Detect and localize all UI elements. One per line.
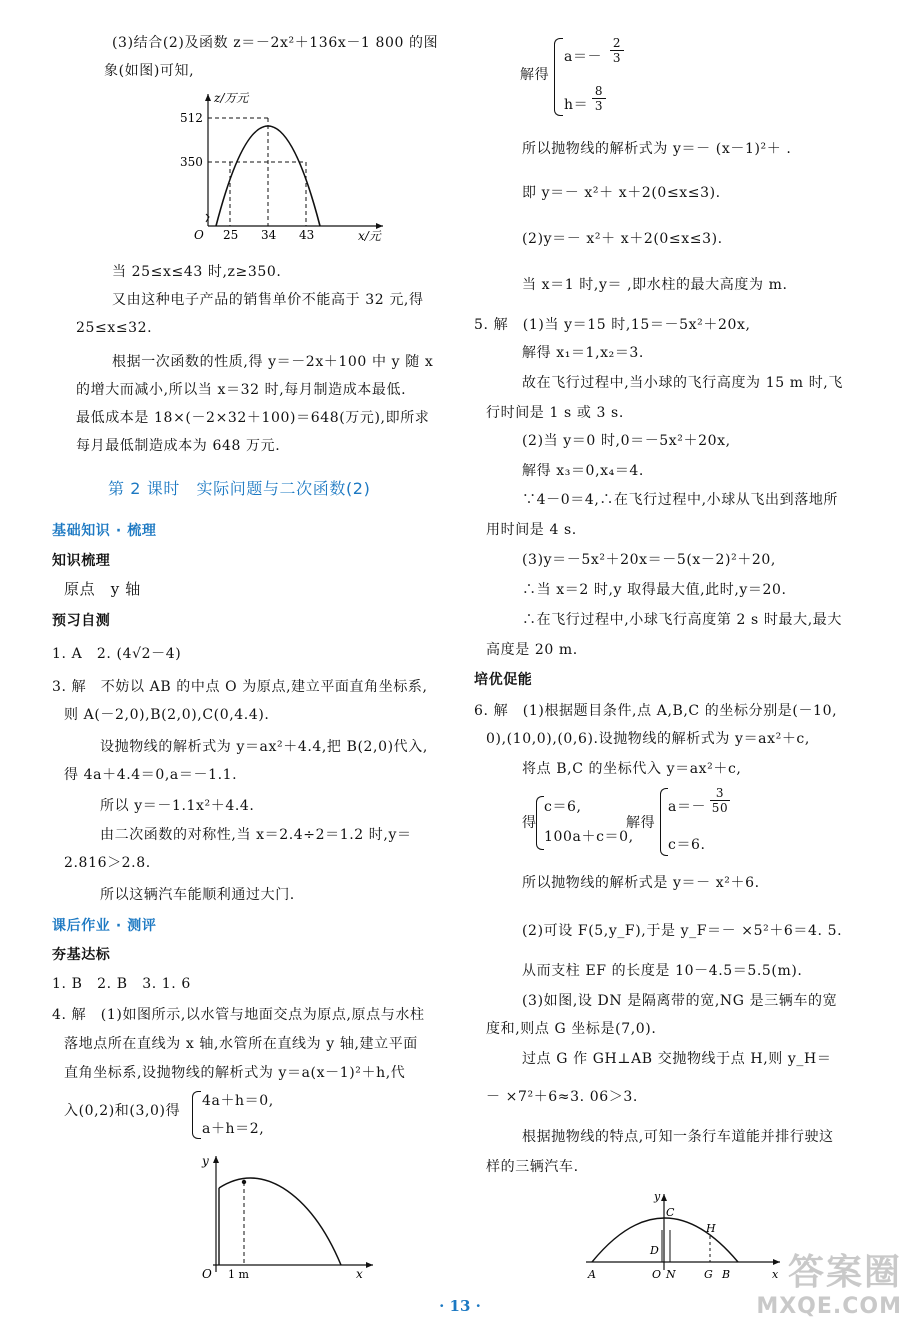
q4-sol-h: h＝ <box>564 97 589 113</box>
section-homework: 课后作业 · 测评 <box>52 918 157 934</box>
q4-result-3: (2)y＝－ x²＋ x＋2(0≤x≤3). <box>522 231 723 247</box>
q6-system-eq1: c＝6, <box>544 799 582 815</box>
q4-result-2: 即 y＝－ x²＋ x＋2(0≤x≤3). <box>522 185 721 201</box>
q3-line-c1: 根据一次函数的性质,得 y＝－2x＋100 中 y 随 x <box>112 354 434 370</box>
q3-solution-5: 所以 y＝－1.1x²＋4.4. <box>100 798 255 814</box>
fig1-origin: O <box>194 228 204 242</box>
q3-solution-7: 2.816＞2.8. <box>64 855 151 871</box>
q5-line-11: ∴在飞行过程中,小球飞行高度第 2 s 时最大,最大 <box>522 612 842 628</box>
q3-intro: (3)结合(2)及函数 z＝－2x²＋136x－1 800 的图 <box>112 35 439 51</box>
q6-sol-a-frac: 3 50 <box>711 786 729 815</box>
q3-solution-2: 则 A(－2,0),B(2,0),C(0,4.4). <box>64 707 270 723</box>
fig1-x-label: x/元 <box>358 229 381 243</box>
q6-brace-2 <box>660 788 668 856</box>
q3-line-c4: 每月最低制造成本为 648 万元. <box>76 438 281 454</box>
fig3-label-a: A <box>588 1268 596 1281</box>
fig1-x-tick-43: 43 <box>299 228 315 242</box>
road-curve <box>592 1218 738 1262</box>
q3-line-b2: 25≤x≤32. <box>76 320 153 336</box>
q3-solution-3: 设抛物线的解析式为 y＝ax²＋4.4,把 B(2,0)代入, <box>100 739 428 755</box>
q6-line-10: 过点 G 作 GH⊥AB 交抛物线于点 H,则 y_H＝ <box>522 1051 832 1067</box>
fig1-x-tick-34: 34 <box>261 228 277 242</box>
q6-line-6: (2)可设 F(5,y_F),于是 y_F＝－ ×5²＋6＝4. 5. <box>522 923 843 939</box>
q6-line-9: 度和,则点 G 坐标是(7,0). <box>486 1021 657 1037</box>
sub-preview-test: 预习自测 <box>52 613 111 629</box>
q6-de: 得 <box>522 815 537 831</box>
q5-line-6: 解得 x₃＝0,x₄＝4. <box>522 463 644 479</box>
q6-line-13: 样的三辆汽车. <box>486 1159 579 1175</box>
q4-sol-h-frac: 8 3 <box>592 84 606 113</box>
q6-system-eq2: 100a＋c＝0, <box>544 829 634 845</box>
q4-sol-brace <box>554 38 563 116</box>
q4-system-eq1: 4a＋h＝0, <box>202 1093 274 1109</box>
fig1-y-label: z/万元 <box>214 91 249 105</box>
q4-solution-4: 入(0,2)和(3,0)得 <box>64 1103 181 1119</box>
q5-line-2: 解得 x₁＝1,x₂＝3. <box>522 345 644 361</box>
q4-sol-a: a＝－ <box>564 49 603 65</box>
q6-sol-c: c＝6. <box>668 837 706 853</box>
q4-system-eq2: a＋h＝2, <box>202 1121 265 1137</box>
q6-line-5: 所以抛物线的解析式是 y＝－ x²＋6. <box>522 875 760 891</box>
q6-brace-1 <box>536 796 544 850</box>
watermark-url: MXQE.COM <box>756 1294 902 1319</box>
watermark-logo: 答案圈 <box>787 1252 902 1293</box>
q5-line-12: 高度是 20 m. <box>486 642 578 658</box>
q4-sol-label: 解得 <box>520 67 550 83</box>
q5-line-10: ∴当 x＝2 时,y 取得最大值,此时,y＝20. <box>522 582 787 598</box>
fig2-x-tick: 1 m <box>228 1268 249 1280</box>
fig2-x-label: x <box>356 1267 363 1280</box>
q6-jd: 解得 <box>626 815 656 831</box>
q4-result-1: 所以抛物线的解析式为 y＝－ (x－1)²＋ . <box>522 141 792 157</box>
q6-line-7: 从而支柱 EF 的长度是 10－4.5＝5.5(m). <box>522 963 803 979</box>
sub-knowledge-review: 知识梳理 <box>52 553 111 569</box>
q4-solution-1: 4. 解 (1)如图所示,以水管与地面交点为原点,原点与水柱 <box>52 1007 425 1023</box>
q3-solution-4: 得 4a＋4.4＝0,a＝－1.1. <box>64 767 238 783</box>
q6-sol-a: a＝－ <box>668 799 707 815</box>
q5-line-7: ∵4－0＝4,∴在飞行过程中,小球从飞出到落地所 <box>522 492 839 508</box>
fig3-label-g: G <box>704 1268 713 1281</box>
q5-line-3: 故在飞行过程中,当小球的飞行高度为 15 m 时,飞 <box>522 375 843 391</box>
page-number: · 13 · <box>439 1297 481 1315</box>
knowledge-answer: 原点 y 轴 <box>64 580 141 598</box>
fountain-curve <box>219 1178 341 1265</box>
q3-intro-2: 象(如图)可知, <box>104 63 195 79</box>
q6-line-8: (3)如图,设 DN 是隔离带的宽,NG 是三辆车的宽 <box>522 993 838 1009</box>
fig3-label-d: D <box>650 1244 659 1257</box>
q6-line-11: － ×7²＋6≈3. 06＞3. <box>486 1089 638 1105</box>
q5-line-1: 5. 解 (1)当 y＝15 时,15＝－5x²＋20x, <box>474 317 751 333</box>
q5-line-8: 用时间是 4 s. <box>486 522 577 538</box>
q5-line-4: 行时间是 1 s 或 3 s. <box>486 405 624 421</box>
q4-result-4: 当 x＝1 时,y＝ ,即水柱的最大高度为 m. <box>522 277 788 293</box>
q4-brace <box>192 1091 201 1139</box>
answers-1-2: 1. A 2. (4√2－4) <box>52 646 182 662</box>
fig3-label-x: x <box>772 1268 779 1281</box>
q6-line-2: 0),(10,0),(0,6).设抛物线的解析式为 y＝ax²＋c, <box>486 731 810 747</box>
q3-line-c3: 最低成本是 18×(－2×32＋100)＝648(万元),即所求 <box>76 410 430 426</box>
q3-line-b1: 又由这种电子产品的销售单价不能高于 32 元,得 <box>112 292 424 308</box>
fig1-x-tick-25: 25 <box>223 228 239 242</box>
fig3-label-n: N <box>666 1268 676 1281</box>
road-parabola-figure <box>582 1186 792 1286</box>
lesson-title: 第 2 课时 实际问题与二次函数(2) <box>108 479 371 498</box>
fig1-y-tick-350: 350 <box>180 155 203 169</box>
q3-solution-8: 所以这辆汽车能顺利通过大门. <box>100 887 295 903</box>
q6-line-12: 根据抛物线的特点,可知一条行车道能并排行驶这 <box>522 1129 834 1145</box>
q3-line-a: 当 25≤x≤43 时,z≥350. <box>112 264 282 280</box>
fig3-label-y: y <box>654 1190 661 1203</box>
fig3-label-c: C <box>666 1206 675 1219</box>
answers-1-3: 1. B 2. B 3. 1. 6 <box>52 976 191 992</box>
q6-line-3: 将点 B,C 的坐标代入 y＝ax²＋c, <box>522 761 742 777</box>
sub-basic-standard: 夯基达标 <box>52 947 111 963</box>
q4-solution-2: 落地点所在直线为 x 轴,水管所在直线为 y 轴,建立平面 <box>64 1036 418 1052</box>
profit-parabola-figure <box>178 88 393 243</box>
q3-line-c2: 的增大而减小,所以当 x＝32 时,每月制造成本最低. <box>76 382 407 398</box>
fig3-label-h: H <box>706 1222 716 1235</box>
fig2-y-label: y <box>202 1154 209 1168</box>
sub-improve: 培优促能 <box>474 672 533 688</box>
fig3-label-o: O <box>652 1268 662 1281</box>
q4-sol-a-frac: 2 3 <box>610 36 624 65</box>
section-basic-knowledge: 基础知识 · 梳理 <box>52 523 157 539</box>
q4-solution-3: 直角坐标系,设抛物线的解析式为 y＝a(x－1)²＋h,代 <box>64 1065 406 1081</box>
q3-solution-1: 3. 解 不妨以 AB 的中点 O 为原点,建立平面直角坐标系, <box>52 679 428 695</box>
q6-line-1: 6. 解 (1)根据题目条件,点 A,B,C 的坐标分别是(－10, <box>474 703 838 719</box>
fountain-parabola-figure <box>188 1150 388 1280</box>
q5-line-5: (2)当 y＝0 时,0＝－5x²＋20x, <box>522 433 731 449</box>
fig3-label-b: B <box>722 1268 731 1281</box>
q5-line-9: (3)y＝－5x²＋20x＝－5(x－2)²＋20, <box>522 552 776 568</box>
fig2-origin: O <box>202 1267 212 1280</box>
fig1-y-tick-512: 512 <box>180 111 203 125</box>
q3-solution-6: 由二次函数的对称性,当 x＝2.4÷2＝1.2 时,y＝ <box>100 827 412 843</box>
